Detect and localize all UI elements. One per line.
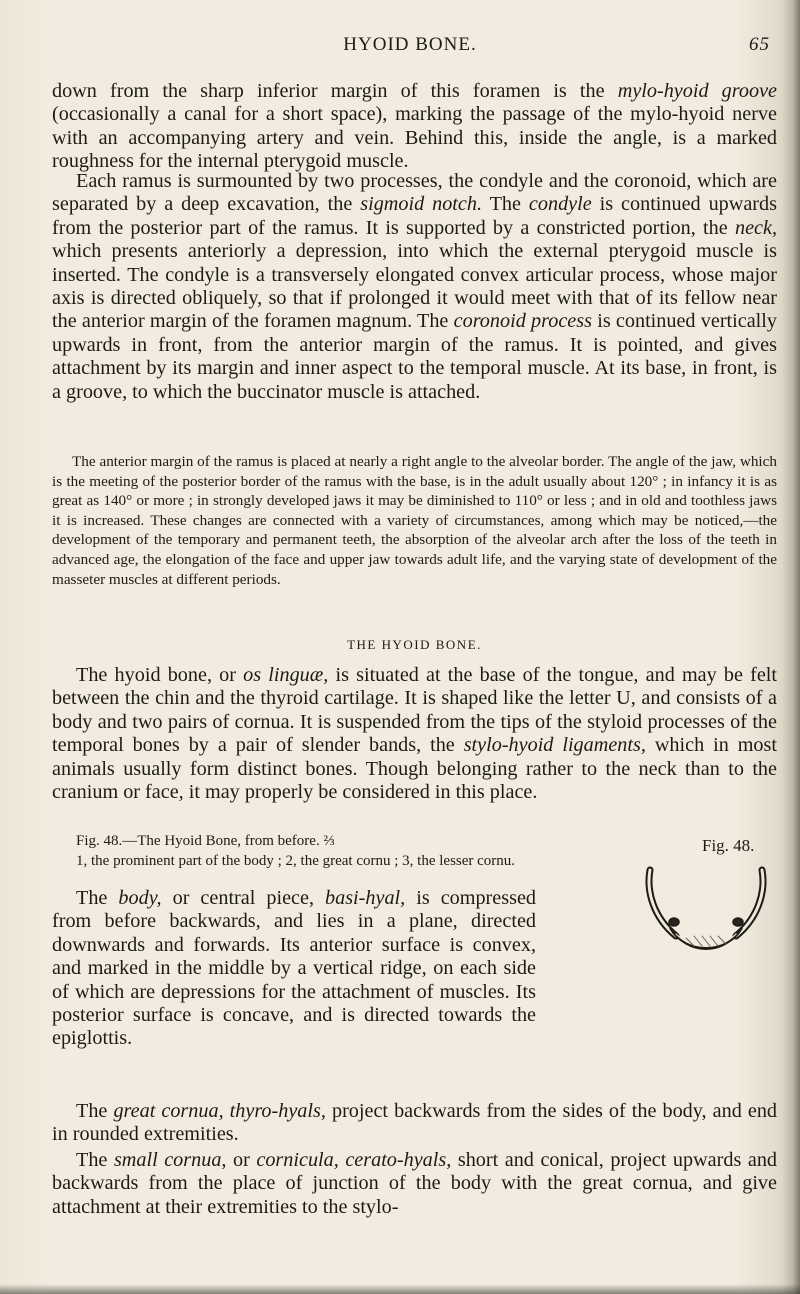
text-run: or central piece, (161, 887, 326, 909)
italic-term: sigmoid notch. (360, 193, 483, 216)
figure-caption (52, 832, 522, 870)
text-run: is continued upwards from the posterior part of the ramus. It is supported by a constricted portion, the (52, 193, 777, 239)
small-print-note (52, 452, 777, 589)
text-run: short and conical, project upwards and backwards from the place of junction of the body with the great cornua, and give attachment at their extremities to the stylo- (52, 1149, 778, 1218)
italic-term: condyle (528, 193, 592, 216)
page-edge-shadow (782, 0, 800, 1294)
figure-caption-body: 1, the prominent part of the body ; 2, the great cornu ; 3, the lesser cornu. (76, 853, 516, 869)
figure-caption-title: Fig. 48.—The Hyoid Bone, from before. ⅔ (76, 833, 335, 849)
italic-term: os linguæ, (243, 664, 329, 686)
figure-label: Fig. 48. (702, 836, 755, 855)
text-run: (occasionally a canal for a short space), marking the passage of the mylo-hyoid nerve with an accompanying artery and vein. Behind this, inside the angle, is a marked roughness for the internal pterygoid muscle. (52, 103, 777, 173)
italic-term: cornicula, cerato-hyals, (256, 1149, 452, 1171)
text-run: The hyoid bone, or (76, 664, 244, 686)
para-body-basi-hyal (52, 887, 536, 1051)
italic-term: mylo-hyoid groove (617, 80, 777, 102)
italic-term: small cornua, (113, 1149, 227, 1171)
small-print-paragraph: The anterior margin of the ramus is placed at nearly a right angle to the alveolar border. The angle of the jaw, which is the meeting of the posterior border of the ramus with the base, is in the adult usually about 120° ; in infancy it is as great as 140° or more ; in strongly developed jaws it may be diminished to 110° or less ; and in old and toothless jaws it is increased. These changes are connected with a variety of circumstances, among which may be noticed,—the development of the temporary and permanent teeth, the absorption of the alveolar arch after the loss of the teeth in advanced age, the elongation of the face and upper jaw towards adult life, and the varying state of development of the masseter muscles at different periods. (52, 453, 777, 588)
text-run: down from the sharp inferior margin of this foramen is the (52, 80, 618, 102)
running-title: HYOID BONE. (343, 34, 477, 55)
text-run: which in most animals usually form distinct bones. Though belonging rather to the neck than to the cranium or face, it may properly be considered in this place. (52, 734, 777, 804)
section-heading: THE HYOID BONE. (347, 637, 482, 652)
text-run: or (226, 1149, 257, 1171)
text-run: which presents anteriorly a depression, into which the external pterygoid muscle is inserted. The condyle is a transversely elongated convex articular process, whose major axis is directed obliquely, so that if prolonged it would meet with that of its fellow near the anterior margin of the foramen magnum. The (52, 240, 777, 333)
italic-term: stylo-hyoid ligaments, (463, 734, 646, 757)
para-hyoid-intro (52, 664, 777, 804)
text-run: project backwards from the sides of the body, and end in rounded extremities. (52, 1100, 778, 1146)
text-run: Each ramus is surmounted by two processes, the condyle and the coronoid, which are separated by a deep excavation, the (52, 170, 777, 216)
page-bottom-shadow (0, 1284, 800, 1294)
text-run: The (76, 1149, 114, 1171)
hyoid-bone-illustration (636, 858, 776, 968)
text-run: The (482, 193, 529, 216)
text-run: is situated at the base of the tongue, and may be felt between the chin and the thyroid cartilage. It is shaped like the letter U, and consists of a body and two pairs of cornua. It is suspended from the tips of the styloid processes of the temporal bones by a pair of slender bands, the (52, 664, 778, 757)
para-small-cornua (52, 1149, 777, 1219)
text-run: is compressed from before backwards, and lies in a plane, directed downwards and forwards. Its anterior surface is convex, and marked in the middle by a vertical ridge, on each side of which are depressions for the attachment of muscles. Its posterior surface is concave, and is directed towards the epiglottis. (52, 887, 536, 1050)
text-run: The (76, 1100, 114, 1122)
para-mylo-hyoid-groove (52, 80, 777, 174)
text-run: The (76, 887, 119, 909)
italic-term: great cornua, thyro-hyals, (113, 1100, 326, 1122)
para-ramus-processes (52, 170, 777, 404)
italic-term: body, (118, 887, 162, 909)
italic-term: neck, (734, 216, 777, 239)
para-great-cornua (52, 1100, 777, 1147)
text-run: is continued vertically upwards in front, from the anterior margin of the ramus. It is pointed, and gives attachment by its margin and inner aspect to the temporal muscle. At its base, in front, is a groove, to which the buccinator muscle is attached. (52, 310, 777, 403)
italic-term: basi-hyal, (325, 887, 406, 909)
italic-term: coronoid process (453, 310, 592, 333)
section-heading-block (52, 637, 777, 653)
page-number: 65 (749, 34, 770, 55)
running-head (50, 34, 770, 58)
